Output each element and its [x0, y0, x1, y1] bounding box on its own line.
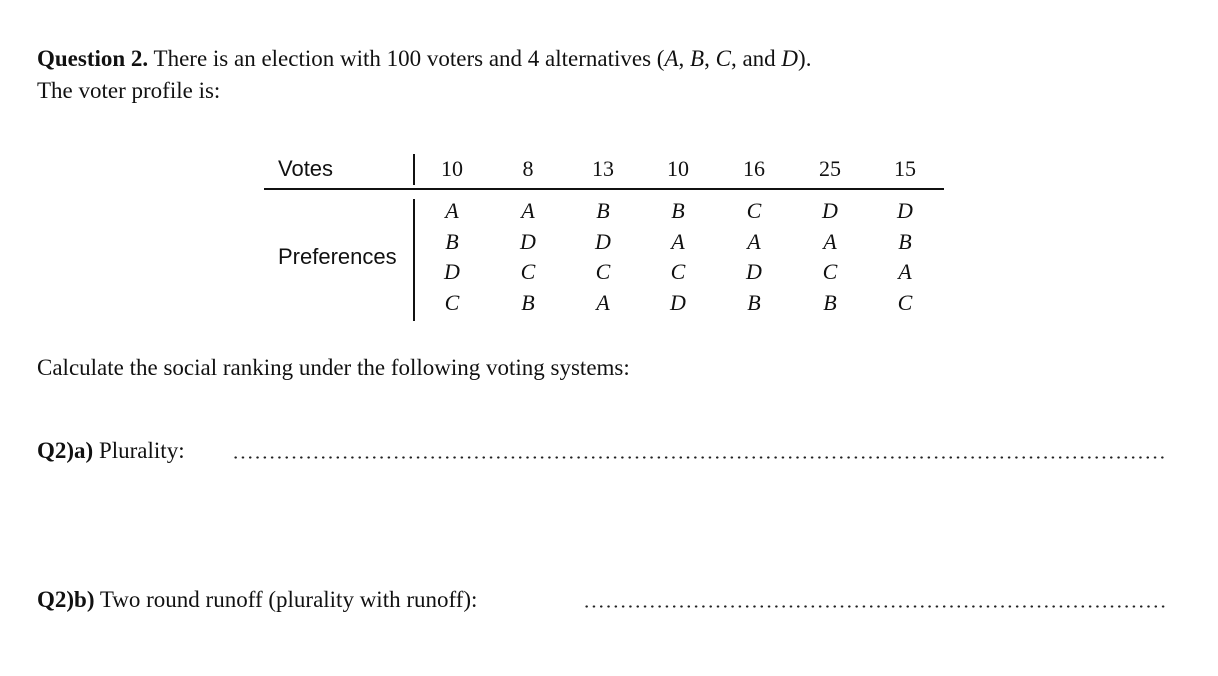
question-2b [37, 587, 477, 613]
vote-count: 15 [894, 156, 916, 181]
preference-rank-3: D [746, 259, 762, 284]
preference-rank-4: D [670, 290, 686, 315]
preference-rank-3: C [822, 259, 838, 284]
preference-rank-1: C [746, 198, 762, 223]
preference-rank-3: C [520, 259, 536, 284]
preferences-label: Preferences [278, 244, 397, 269]
preference-rank-3: C [595, 259, 611, 284]
profile-intro: The voter profile is: [37, 78, 221, 103]
preference-rank-4: C [444, 290, 460, 315]
vote-count: 16 [743, 156, 765, 181]
preference-rank-2: B [445, 229, 459, 254]
preference-rank-3: C [670, 259, 686, 284]
preference-rank-4: B [823, 290, 837, 315]
table-vertical-rule [413, 154, 415, 185]
vote-count: 13 [592, 156, 614, 181]
alternative-a: A [664, 46, 679, 71]
preference-rank-2: B [898, 229, 912, 254]
q2a-answer-line[interactable] [232, 456, 1166, 459]
alternative-d: D [781, 46, 799, 71]
alternative-c: C [715, 46, 731, 71]
preference-rank-1: D [822, 198, 838, 223]
table-vertical-rule [413, 199, 415, 321]
preference-rank-1: A [521, 198, 535, 223]
q2b-answer-line[interactable] [583, 605, 1166, 608]
preference-rank-2: A [747, 229, 761, 254]
vote-count: 8 [522, 156, 534, 181]
preference-rank-1: A [445, 198, 459, 223]
votes-label: Votes [278, 156, 334, 181]
q2b-text: Two round runoff (plurality with runoff): [94, 587, 478, 612]
preference-rank-2: A [671, 229, 685, 254]
preference-rank-2: D [520, 229, 536, 254]
separator: , [678, 46, 691, 71]
q2a-label: Q2)a) [37, 438, 94, 463]
preference-rank-4: A [596, 290, 610, 315]
vote-count: 10 [441, 156, 463, 181]
preference-rank-4: B [521, 290, 535, 315]
q2b-label: Q2)b) [37, 587, 95, 612]
preference-rank-2: A [823, 229, 837, 254]
table-horizontal-rule [264, 188, 944, 190]
vote-count: 10 [667, 156, 689, 181]
separator: , [704, 46, 716, 71]
q2a-text: Plurality: [93, 438, 185, 463]
question-2a [37, 438, 185, 464]
instruction-text: Calculate the social ranking under the following voting systems: [37, 355, 630, 380]
preference-rank-1: D [897, 198, 913, 223]
preference-rank-3: D [444, 259, 460, 284]
preference-rank-2: D [595, 229, 611, 254]
alternative-b: B [690, 46, 705, 71]
vote-count: 25 [819, 156, 841, 181]
preference-rank-1: B [596, 198, 610, 223]
preference-rank-3: A [898, 259, 912, 284]
question-text-end: ). [798, 46, 812, 71]
question-label: Question 2. [37, 46, 149, 71]
question-intro [37, 46, 811, 72]
question-text: There is an election with 100 voters and 4 alternatives ( [148, 46, 665, 71]
preference-rank-4: B [747, 290, 761, 315]
preference-rank-4: C [897, 290, 913, 315]
separator: , and [730, 46, 782, 71]
preference-rank-1: B [671, 198, 685, 223]
